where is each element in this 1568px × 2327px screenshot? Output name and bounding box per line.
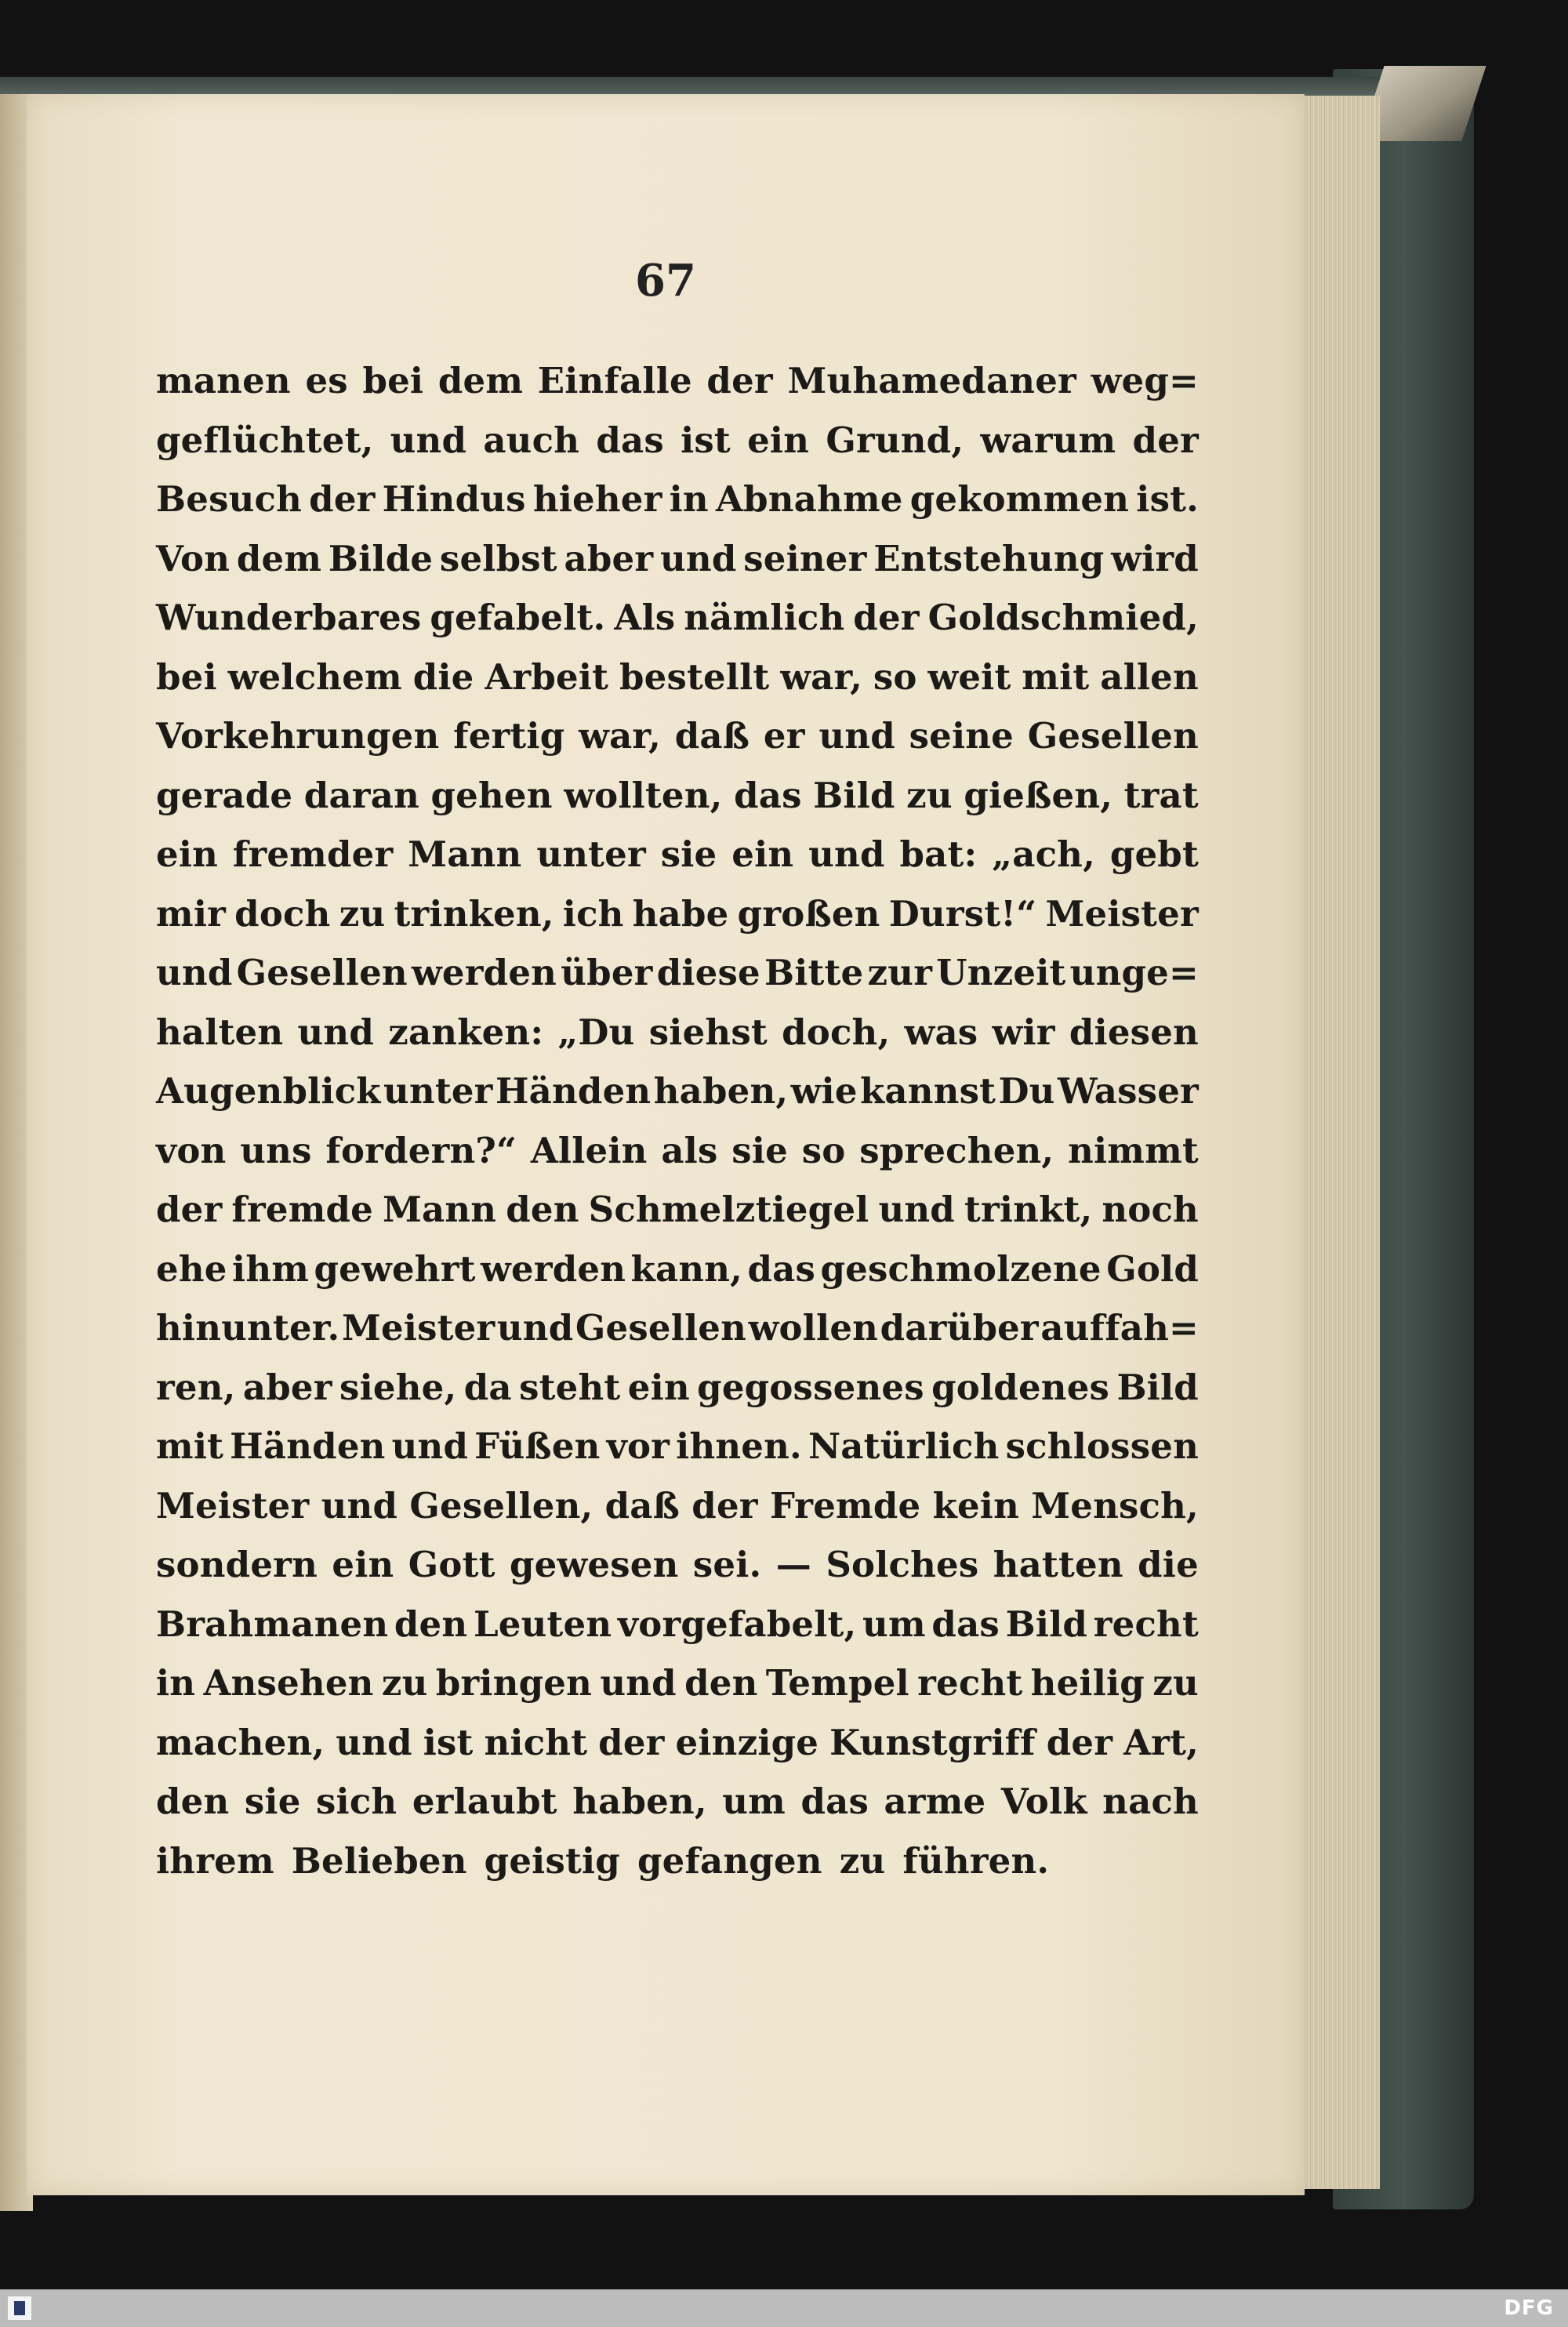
text-line: und Gesellen werden über diese Bitte zur Unzeit unge= xyxy=(156,952,1199,993)
text-line: Brahmanen den Leuten vorgefabelt, um das Bild recht xyxy=(156,1603,1199,1645)
book-page xyxy=(27,94,1305,2195)
text-line: in Ansehen zu bringen und den Tempel recht heilig zu xyxy=(156,1662,1199,1704)
book-cover-top-edge xyxy=(0,77,1380,96)
text-line: mit Händen und Füßen vor ihnen. Natürlich schlossen xyxy=(156,1425,1199,1467)
text-line: ein fremder Mann unter sie ein und bat: „ach, gebt xyxy=(156,833,1199,875)
viewer-footer-bar xyxy=(0,2289,1568,2327)
library-seal-icon xyxy=(8,2296,31,2320)
dfg-mark: DFG xyxy=(1504,2296,1554,2320)
text-line: Wunderbares gefabelt. Als nämlich der Goldschmied, xyxy=(156,597,1199,638)
text-line: bei welchem die Arbeit bestellt war, so weit mit allen xyxy=(156,655,1199,698)
body-text xyxy=(156,351,1199,1890)
text-line: Besuch der Hindus hieher in Abnahme gekommen ist. xyxy=(156,478,1199,520)
text-line: ehe ihm gewehrt werden kann, das geschmolzene Gold xyxy=(156,1247,1199,1290)
text-line: hinunter. Meister und Gesellen wollen darüber auffah= xyxy=(156,1307,1199,1349)
text-line: sondern ein Gott gewesen sei. — Solches hatten die xyxy=(156,1544,1199,1585)
page-block-edges xyxy=(1301,96,1380,2189)
page-number: 67 xyxy=(635,255,696,307)
text-line: machen, und ist nicht der einzige Kunstgriff der Art, xyxy=(156,1721,1199,1763)
text-line: ihrem Belieben geistig gefangen zu führen. xyxy=(156,1839,1050,1882)
text-line: den sie sich erlaubt haben, um das arme Volk nach xyxy=(156,1781,1199,1822)
text-line: mir doch zu trinken, ich habe großen Durst!“ Meister xyxy=(156,892,1199,935)
text-line: Vorkehrungen fertig war, daß er und seine Gesellen xyxy=(156,715,1199,757)
text-line: manen es bei dem Einfalle der Muhamedaner weg= xyxy=(156,360,1199,401)
text-line: ren, aber siehe, da steht ein gegossenes goldenes Bild xyxy=(156,1366,1199,1408)
text-line: Von dem Bilde selbst aber und seiner Entstehung wird xyxy=(156,537,1199,579)
text-line: der fremde Mann den Schmelztiegel und trinkt, noch xyxy=(156,1189,1199,1230)
text-line: Meister und Gesellen, daß der Fremde kein Mensch, xyxy=(156,1484,1199,1527)
text-line: Augenblick unter Händen haben, wie kannst Du Wasser xyxy=(156,1070,1199,1112)
text-line: gerade daran gehen wollten, das Bild zu gießen, trat xyxy=(156,774,1199,816)
text-line: halten und zanken: „Du siehst doch, was wir diesen xyxy=(156,1011,1199,1053)
text-line: geflüchtet, und auch das ist ein Grund, warum der xyxy=(156,419,1199,461)
text-line: von uns fordern?“ Allein als sie so sprechen, nimmt xyxy=(156,1129,1199,1171)
